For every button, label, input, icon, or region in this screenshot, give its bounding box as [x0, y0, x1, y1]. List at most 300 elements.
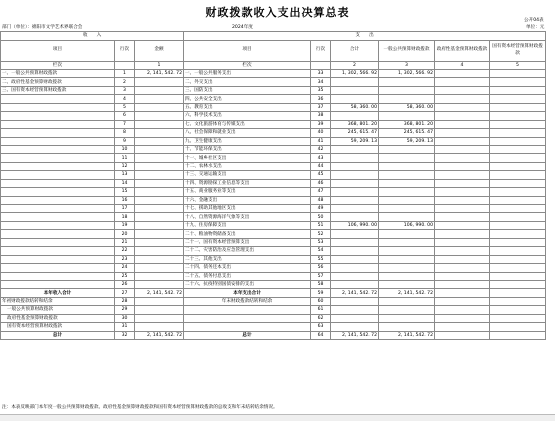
table-row [1, 188, 546, 196]
income-item: 一、一般公共预算财政拨款 [1, 70, 115, 78]
income-rowno-header: 行次 [115, 40, 135, 61]
expense-row-no: 37 [311, 103, 331, 111]
expense-gov-fund [435, 78, 490, 86]
income-row-no: 22 [115, 247, 135, 255]
expense-total: 58, 360. 00 [331, 103, 379, 111]
table-row [1, 70, 546, 78]
income-amount [135, 154, 184, 162]
balance-expense-state-capital [490, 314, 546, 322]
income-item [1, 188, 115, 196]
income-amount [135, 196, 184, 204]
balance-expense-no: 61 [311, 306, 331, 314]
income-amount [135, 120, 184, 128]
expense-row-no: 39 [311, 120, 331, 128]
expense-row-no: 52 [311, 230, 331, 238]
income-amount [135, 280, 184, 288]
income-item [1, 272, 115, 280]
expense-total: 368, 801. 20 [331, 120, 379, 128]
expense-general: 59, 209. 13 [379, 137, 435, 145]
income-amount [135, 230, 184, 238]
expense-row-no: 44 [311, 162, 331, 170]
expense-gov-fund [435, 213, 490, 221]
grand-total-state-capital [490, 331, 546, 339]
income-row-no: 11 [115, 154, 135, 162]
income-item [1, 280, 115, 288]
expense-general [379, 205, 435, 213]
income-amount [135, 86, 184, 94]
income-row-no: 16 [115, 196, 135, 204]
expense-row-no: 46 [311, 179, 331, 187]
expense-state-capital [490, 264, 546, 272]
col-number: 1 [135, 61, 184, 70]
expense-row-no: 48 [311, 196, 331, 204]
expense-item: 二十三、其他支出 [184, 255, 311, 263]
income-amount [135, 238, 184, 246]
expense-general [379, 162, 435, 170]
table-row [1, 230, 546, 238]
income-item [1, 103, 115, 111]
income-total-label: 本年收入合计 [1, 289, 115, 297]
expense-row-no: 35 [311, 86, 331, 94]
income-item: 三、国有资本经营预算财政拨款 [1, 86, 115, 94]
expense-state-capital [490, 103, 546, 111]
balance-amount [135, 306, 184, 314]
income-total-amount: 2, 141, 542. 72 [135, 289, 184, 297]
table-row [1, 272, 546, 280]
expense-total [331, 247, 379, 255]
expense-row-no: 41 [311, 137, 331, 145]
expense-total [331, 238, 379, 246]
balance-expense-no: 63 [311, 323, 331, 331]
expense-gov-fund [435, 129, 490, 137]
income-row-no: 13 [115, 171, 135, 179]
expense-total [331, 272, 379, 280]
income-amount [135, 103, 184, 111]
expense-gov-fund [435, 154, 490, 162]
income-item [1, 137, 115, 145]
income-amount [135, 95, 184, 103]
expense-general [379, 238, 435, 246]
income-row-no: 1 [115, 70, 135, 78]
expense-general [379, 196, 435, 204]
expense-gov-fund [435, 221, 490, 229]
col-number: 5 [490, 61, 546, 70]
balance-row [1, 306, 546, 314]
expense-row-no: 55 [311, 255, 331, 263]
expense-gov-fund [435, 247, 490, 255]
expense-total [331, 188, 379, 196]
expense-state-capital [490, 95, 546, 103]
currency-unit: 单位：元 [526, 25, 545, 30]
expense-state-capital [490, 179, 546, 187]
expense-item: 三、国防支出 [184, 86, 311, 94]
income-row-no: 24 [115, 264, 135, 272]
expense-state-capital [490, 247, 546, 255]
income-amount-header: 金额 [135, 40, 184, 61]
expense-total-general: 2, 141, 542. 72 [379, 289, 435, 297]
balance-expense-state-capital [490, 306, 546, 314]
expense-general: 58, 360. 00 [379, 103, 435, 111]
expense-state-capital [490, 154, 546, 162]
balance-row-no: 31 [115, 323, 135, 331]
expense-state-capital [490, 70, 546, 78]
income-section-header: 收 入 [1, 32, 184, 41]
expense-state-capital [490, 137, 546, 145]
expense-rowno-header: 行次 [311, 40, 331, 61]
expense-row-no: 49 [311, 205, 331, 213]
table-row [1, 154, 546, 162]
income-row-no: 18 [115, 213, 135, 221]
total-row [1, 289, 546, 297]
table-row [1, 86, 546, 94]
expense-total [331, 179, 379, 187]
expense-total [331, 171, 379, 179]
grand-total-amount: 2, 141, 542. 72 [135, 331, 184, 339]
grand-total-expense-total: 2, 141, 542. 72 [331, 331, 379, 339]
balance-row [1, 314, 546, 322]
expense-total [331, 154, 379, 162]
expense-row-no: 36 [311, 95, 331, 103]
expense-state-capital [490, 162, 546, 170]
report-year: 2024年度 [232, 25, 253, 30]
income-item [1, 247, 115, 255]
expense-item: 十七、援助其他地区支出 [184, 205, 311, 213]
footnote: 注：本表反映部门本年度一般公共预算财政拨款、政府性基金预算财政拨款和国有资本经营预算财政拨款的总收支和年末结转结余情况。 [2, 405, 278, 410]
balance-expense-label: 年末财政拨款结转和结余 [184, 297, 311, 305]
balance-expense-total [331, 297, 379, 305]
income-amount [135, 171, 184, 179]
expense-item: 二十五、债务付息支出 [184, 272, 311, 280]
expense-total-no: 59 [311, 289, 331, 297]
expense-item: 二十二、灾害防治及应急管理支出 [184, 247, 311, 255]
col-number [311, 61, 331, 70]
income-item [1, 238, 115, 246]
grand-total-label: 总计 [1, 331, 115, 339]
grand-total-gov-fund [435, 331, 490, 339]
income-row-no: 21 [115, 238, 135, 246]
expense-item: 十五、商业服务业等支出 [184, 188, 311, 196]
gov-fund-header: 政府性基金预算财政拨款 [435, 40, 490, 61]
expense-section-header: 支 出 [184, 32, 546, 41]
expense-general [379, 95, 435, 103]
income-row-no: 10 [115, 145, 135, 153]
table-row [1, 145, 546, 153]
income-row-no: 4 [115, 95, 135, 103]
expense-item: 十二、农林水支出 [184, 162, 311, 170]
expense-total [331, 280, 379, 288]
expense-total [331, 95, 379, 103]
expense-row-no: 58 [311, 280, 331, 288]
expense-general [379, 78, 435, 86]
table-row [1, 280, 546, 288]
income-amount [135, 188, 184, 196]
expense-item: 二十一、国有资本经营预算支出 [184, 238, 311, 246]
balance-expense-gov-fund [435, 323, 490, 331]
expense-item-header: 项目 [184, 40, 311, 61]
expense-row-no: 47 [311, 188, 331, 196]
state-capital-header: 国有资本经营预算财政拨款 [490, 40, 546, 61]
expense-state-capital [490, 196, 546, 204]
expense-state-capital [490, 221, 546, 229]
expense-total [331, 205, 379, 213]
expense-total [331, 230, 379, 238]
income-item [1, 255, 115, 263]
income-amount [135, 205, 184, 213]
grand-total-no: 32 [115, 331, 135, 339]
income-amount [135, 78, 184, 86]
table-row [1, 255, 546, 263]
expense-gov-fund [435, 255, 490, 263]
expense-gov-fund [435, 103, 490, 111]
table-row [1, 103, 546, 111]
balance-expense-gov-fund [435, 314, 490, 322]
income-row-no: 9 [115, 137, 135, 145]
expense-row-no: 50 [311, 213, 331, 221]
expense-total-header: 合计 [331, 40, 379, 61]
expense-general [379, 272, 435, 280]
form-number: 公开04表 [524, 18, 544, 23]
table-row [1, 129, 546, 137]
income-amount [135, 112, 184, 120]
table-row [1, 120, 546, 128]
expense-general: 1, 302, 566. 92 [379, 70, 435, 78]
balance-expense-state-capital [490, 323, 546, 331]
income-row-no: 17 [115, 205, 135, 213]
col-label: 栏次 [184, 61, 311, 70]
balance-expense-general [379, 323, 435, 331]
expense-gov-fund [435, 120, 490, 128]
expense-gov-fund [435, 162, 490, 170]
col-number: 4 [435, 61, 490, 70]
grand-total-expense-label: 总计 [184, 331, 311, 339]
balance-row-no: 29 [115, 306, 135, 314]
income-amount [135, 129, 184, 137]
balance-row-no: 28 [115, 297, 135, 305]
report-title: 财政拨款收入支出决算总表 [205, 6, 350, 19]
balance-row-no: 30 [115, 314, 135, 322]
expense-row-no: 53 [311, 238, 331, 246]
expense-item: 六、科学技术支出 [184, 112, 311, 120]
expense-total: 1, 302, 566. 92 [331, 70, 379, 78]
income-amount [135, 264, 184, 272]
balance-expense-state-capital [490, 297, 546, 305]
balance-expense-general [379, 297, 435, 305]
income-item [1, 213, 115, 221]
expense-gov-fund [435, 280, 490, 288]
expense-state-capital [490, 205, 546, 213]
expense-gov-fund [435, 171, 490, 179]
income-total-no: 27 [115, 289, 135, 297]
income-amount: 2, 141, 542. 72 [135, 70, 184, 78]
balance-row [1, 297, 546, 305]
income-row-no: 26 [115, 280, 135, 288]
income-amount [135, 221, 184, 229]
income-row-no: 12 [115, 162, 135, 170]
income-row-no: 7 [115, 120, 135, 128]
grand-total-expense-general: 2, 141, 542. 72 [379, 331, 435, 339]
col-label: 栏次 [1, 61, 115, 70]
expense-row-no: 54 [311, 247, 331, 255]
balance-expense-total [331, 306, 379, 314]
income-row-no: 23 [115, 255, 135, 263]
expense-gov-fund [435, 238, 490, 246]
expense-item: 七、文化旅游体育与传媒支出 [184, 120, 311, 128]
expense-total [331, 145, 379, 153]
expense-row-no: 34 [311, 78, 331, 86]
balance-expense-label [184, 314, 311, 322]
expense-gov-fund [435, 205, 490, 213]
income-row-no: 3 [115, 86, 135, 94]
expense-total [331, 264, 379, 272]
expense-row-no: 42 [311, 145, 331, 153]
expense-general [379, 213, 435, 221]
balance-amount [135, 323, 184, 331]
expense-gov-fund [435, 70, 490, 78]
expense-general: 245, 615. 47 [379, 129, 435, 137]
expense-item: 二、外交支出 [184, 78, 311, 86]
expense-row-no: 57 [311, 272, 331, 280]
income-item [1, 221, 115, 229]
expense-gov-fund [435, 196, 490, 204]
income-amount [135, 247, 184, 255]
expense-item: 十三、交通运输支出 [184, 171, 311, 179]
income-amount [135, 255, 184, 263]
expense-total-gov-fund [435, 289, 490, 297]
expense-gov-fund [435, 264, 490, 272]
table-row [1, 247, 546, 255]
income-item [1, 179, 115, 187]
income-row-no: 6 [115, 112, 135, 120]
expense-state-capital [490, 213, 546, 221]
expense-total-amount: 2, 141, 542. 72 [331, 289, 379, 297]
expense-general [379, 171, 435, 179]
income-item [1, 205, 115, 213]
expense-item: 五、教育支出 [184, 103, 311, 111]
expense-general [379, 264, 435, 272]
expense-gov-fund [435, 145, 490, 153]
table-row [1, 179, 546, 187]
table-row [1, 264, 546, 272]
expense-state-capital [490, 112, 546, 120]
expense-row-no: 40 [311, 129, 331, 137]
expense-state-capital [490, 86, 546, 94]
expense-total [331, 196, 379, 204]
expense-item: 二十、粮油物资储备支出 [184, 230, 311, 238]
balance-label: 年初财政拨款结转和结余 [1, 297, 115, 305]
expense-general [379, 280, 435, 288]
general-budget-header: 一般公共预算财政拨款 [379, 40, 435, 61]
income-item: 二、政府性基金预算财政拨款 [1, 78, 115, 86]
expense-total: 106, 990. 00 [331, 221, 379, 229]
balance-expense-label [184, 306, 311, 314]
expense-gov-fund [435, 137, 490, 145]
expense-state-capital [490, 145, 546, 153]
income-item [1, 196, 115, 204]
balance-expense-label [184, 323, 311, 331]
expense-gov-fund [435, 188, 490, 196]
balance-expense-total [331, 323, 379, 331]
income-amount [135, 162, 184, 170]
expense-item: 九、卫生健康支出 [184, 137, 311, 145]
income-item-header: 项目 [1, 40, 115, 61]
table-row [1, 171, 546, 179]
balance-expense-general [379, 306, 435, 314]
expense-item: 十八、自然资源海洋气象等支出 [184, 213, 311, 221]
expense-gov-fund [435, 272, 490, 280]
expense-total [331, 112, 379, 120]
expense-gov-fund [435, 230, 490, 238]
expense-row-no: 56 [311, 264, 331, 272]
income-row-no: 8 [115, 129, 135, 137]
table-row [1, 95, 546, 103]
income-row-no: 25 [115, 272, 135, 280]
income-row-no: 19 [115, 221, 135, 229]
expense-state-capital [490, 230, 546, 238]
expense-item: 十一、城乡社区支出 [184, 154, 311, 162]
balance-expense-no: 60 [311, 297, 331, 305]
income-amount [135, 213, 184, 221]
col-number: 3 [379, 61, 435, 70]
expense-general [379, 247, 435, 255]
balance-amount [135, 314, 184, 322]
table-row [1, 238, 546, 246]
expense-state-capital [490, 238, 546, 246]
expense-gov-fund [435, 86, 490, 94]
balance-expense-gov-fund [435, 297, 490, 305]
table-row [1, 112, 546, 120]
expense-general [379, 86, 435, 94]
expense-item: 十九、住房保障支出 [184, 221, 311, 229]
expense-total-state-capital [490, 289, 546, 297]
balance-expense-gov-fund [435, 306, 490, 314]
table-row [1, 196, 546, 204]
expense-state-capital [490, 171, 546, 179]
balance-row [1, 323, 546, 331]
balance-label: 一般公共预算财政拨款 [1, 306, 115, 314]
expense-item: 二十六、抗疫特别国债安排的支出 [184, 280, 311, 288]
unit-label: 部门（单位）：绵阳市文学艺术界联合会 [2, 25, 83, 30]
budget-table [0, 31, 546, 340]
expense-row-no: 43 [311, 154, 331, 162]
expense-state-capital [490, 129, 546, 137]
table-row [1, 221, 546, 229]
income-item [1, 230, 115, 238]
income-amount [135, 179, 184, 187]
income-item [1, 162, 115, 170]
expense-total-label: 本年支出合计 [184, 289, 311, 297]
income-item [1, 112, 115, 120]
table-row [1, 78, 546, 86]
income-item [1, 145, 115, 153]
expense-row-no: 45 [311, 171, 331, 179]
balance-label: 政府性基金预算财政拨款 [1, 314, 115, 322]
income-row-no: 2 [115, 78, 135, 86]
expense-row-no: 38 [311, 112, 331, 120]
expense-item: 十四、资源勘探工业信息等支出 [184, 179, 311, 187]
income-amount [135, 145, 184, 153]
expense-row-no: 51 [311, 221, 331, 229]
col-number: 2 [331, 61, 379, 70]
income-item [1, 264, 115, 272]
expense-gov-fund [435, 179, 490, 187]
grand-total-row [1, 331, 546, 339]
income-row-no: 5 [115, 103, 135, 111]
expense-general [379, 188, 435, 196]
table-row [1, 137, 546, 145]
expense-state-capital [490, 272, 546, 280]
expense-item: 十、节能环保支出 [184, 145, 311, 153]
expense-state-capital [490, 78, 546, 86]
